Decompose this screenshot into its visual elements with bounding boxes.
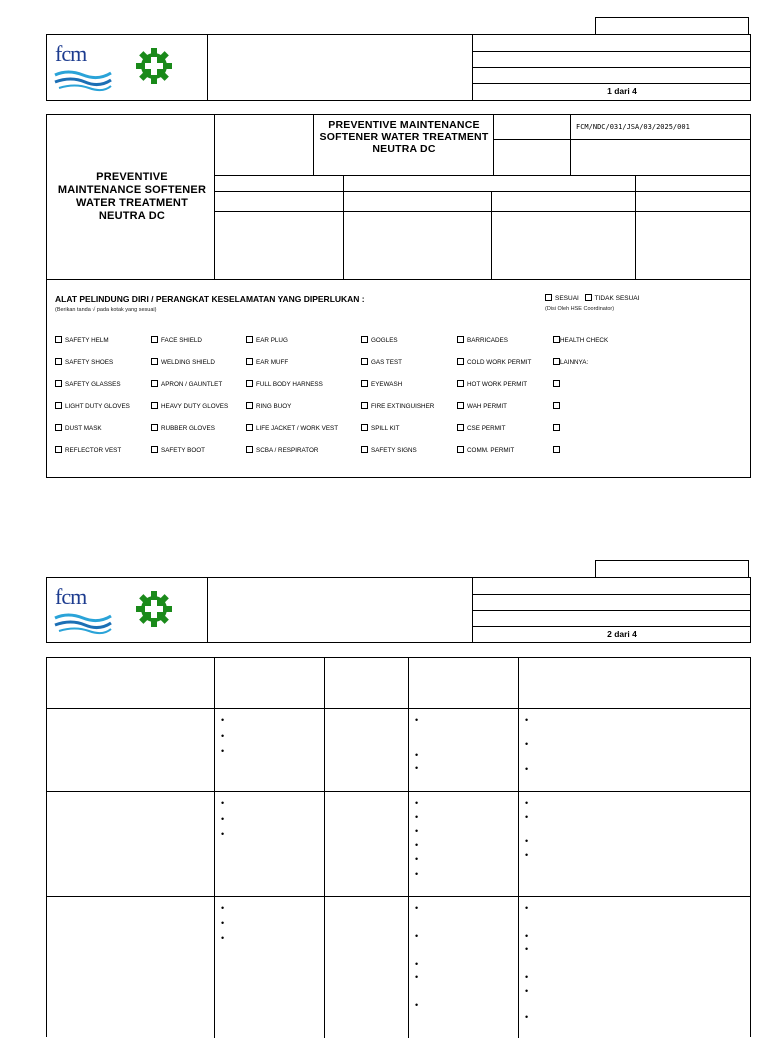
- ppe-item[interactable]: GOGLES: [361, 336, 398, 344]
- ppe-item[interactable]: SPILL KIT: [361, 424, 399, 432]
- document-number: FCM/NDC/031/JSA/03/2025/001: [576, 123, 690, 131]
- ppe-item[interactable]: RUBBER GLOVES: [151, 424, 215, 432]
- bullet-point: •: [525, 739, 529, 749]
- page-number: 2 dari 4: [607, 629, 637, 639]
- bullet-point: •: [221, 918, 225, 928]
- bullet-point: •: [525, 903, 529, 913]
- bullet-point: •: [221, 715, 225, 725]
- ppe-item[interactable]: RING BUOY: [246, 402, 291, 410]
- bullet-point: •: [415, 903, 419, 913]
- hse-filled-by: (Disi Oleh HSE Coordinator): [545, 306, 615, 312]
- bullet-point: •: [525, 972, 529, 982]
- ppe-item[interactable]: SCBA / RESPIRATOR: [246, 446, 318, 454]
- safety-gear-icon: [135, 590, 173, 628]
- ppe-heading: ALAT PELINDUNG DIRI / PERANGKAT KESELAMATAN YANG DIPERLUKAN :: [55, 294, 365, 304]
- page-number: 1 dari 4: [607, 86, 637, 96]
- bullet-point: •: [221, 933, 225, 943]
- ppe-item[interactable]: HEALTH CHECK: [553, 336, 608, 344]
- bullet-point: •: [415, 840, 419, 850]
- ppe-subheading: (Berikan tanda √ pada kotak yang sesuai): [55, 307, 157, 313]
- bullet-point: •: [525, 986, 529, 996]
- ppe-item[interactable]: FIRE EXTINGUISHER: [361, 402, 434, 410]
- bullet-point: •: [221, 903, 225, 913]
- ppe-item[interactable]: SAFETY GLASSES: [55, 380, 121, 388]
- bullet-point: •: [525, 931, 529, 941]
- ppe-item[interactable]: BARRICADES: [457, 336, 508, 344]
- bullet-point: •: [525, 850, 529, 860]
- bullet-point: •: [221, 829, 225, 839]
- bullet-point: •: [221, 798, 225, 808]
- ppe-item[interactable]: GAS TEST: [361, 358, 402, 366]
- bullet-point: •: [525, 812, 529, 822]
- ppe-item[interactable]: CSE PERMIT: [457, 424, 506, 432]
- bullet-point: •: [415, 826, 419, 836]
- job-info-table: [46, 114, 751, 478]
- fcm-logo: [53, 39, 113, 95]
- fcm-logo-text: fcm: [55, 41, 87, 66]
- bullet-point: •: [415, 763, 419, 773]
- bullet-point: •: [415, 715, 419, 725]
- page2-corner-box: [595, 560, 749, 578]
- bullet-point: •: [415, 750, 419, 760]
- bullet-point: •: [415, 812, 419, 822]
- bullet-point: •: [525, 944, 529, 954]
- tidak-sesuai-checkbox[interactable]: [585, 294, 592, 301]
- ppe-item[interactable]: HOT WORK PERMIT: [457, 380, 527, 388]
- bullet-point: •: [415, 869, 419, 879]
- ppe-item[interactable]: FULL BODY HARNESS: [246, 380, 323, 388]
- page2-header: [46, 577, 751, 643]
- bullet-point: •: [221, 731, 225, 741]
- bullet-point: •: [415, 854, 419, 864]
- ppe-item[interactable]: EAR PLUG: [246, 336, 288, 344]
- ppe-item[interactable]: COMM. PERMIT: [457, 446, 514, 454]
- ppe-item[interactable]: LIFE JACKET / WORK VEST: [246, 424, 338, 432]
- ppe-item[interactable]: WAH PERMIT: [457, 402, 507, 410]
- ppe-item[interactable]: DUST MASK: [55, 424, 102, 432]
- ppe-item[interactable]: [553, 446, 563, 454]
- ppe-item[interactable]: EYEWASH: [361, 380, 402, 388]
- bullet-point: •: [415, 959, 419, 969]
- bullet-point: •: [415, 931, 419, 941]
- job-title-center: PREVENTIVE MAINTENANCE SOFTENER WATER TREATMENT NEUTRA DC: [319, 119, 489, 155]
- bullet-point: •: [525, 715, 529, 725]
- bullet-point: •: [525, 1012, 529, 1022]
- ppe-item[interactable]: LAINNYA:: [553, 358, 588, 366]
- ppe-item[interactable]: HEAVY DUTY GLOVES: [151, 402, 228, 410]
- sesuai-option[interactable]: SESUAI TIDAK SESUAI: [545, 294, 639, 302]
- ppe-item[interactable]: SAFETY HELM: [55, 336, 109, 344]
- bullet-point: •: [415, 1000, 419, 1010]
- ppe-item[interactable]: [553, 380, 563, 388]
- ppe-item[interactable]: [553, 402, 563, 410]
- bullet-point: •: [221, 746, 225, 756]
- ppe-item[interactable]: SAFETY BOOT: [151, 446, 205, 454]
- job-title-left: PREVENTIVE MAINTENANCE SOFTENER WATER TREATMENT NEUTRA DC: [57, 171, 207, 222]
- ppe-item[interactable]: SAFETY SIGNS: [361, 446, 417, 454]
- ppe-item[interactable]: WELDING SHIELD: [151, 358, 215, 366]
- ppe-item[interactable]: EAR MUFF: [246, 358, 288, 366]
- fcm-logo: [53, 582, 113, 638]
- bullet-point: •: [415, 798, 419, 808]
- ppe-item[interactable]: [553, 424, 563, 432]
- ppe-item[interactable]: REFLECTOR VEST: [55, 446, 121, 454]
- jsa-steps-table: [46, 657, 751, 1037]
- ppe-item[interactable]: SAFETY SHOES: [55, 358, 113, 366]
- bullet-point: •: [221, 814, 225, 824]
- ppe-item[interactable]: LIGHT DUTY GLOVES: [55, 402, 130, 410]
- page1-header: [46, 34, 751, 101]
- ppe-item[interactable]: COLD WORK PERMIT: [457, 358, 531, 366]
- sesuai-checkbox[interactable]: [545, 294, 552, 301]
- safety-gear-icon: [135, 47, 173, 85]
- bullet-point: •: [525, 836, 529, 846]
- fcm-logo-text: fcm: [55, 584, 87, 609]
- ppe-item[interactable]: FACE SHIELD: [151, 336, 202, 344]
- bullet-point: •: [525, 764, 529, 774]
- bullet-point: •: [525, 798, 529, 808]
- ppe-item[interactable]: APRON / GAUNTLET: [151, 380, 222, 388]
- bullet-point: •: [415, 972, 419, 982]
- page1-corner-box: [595, 17, 749, 35]
